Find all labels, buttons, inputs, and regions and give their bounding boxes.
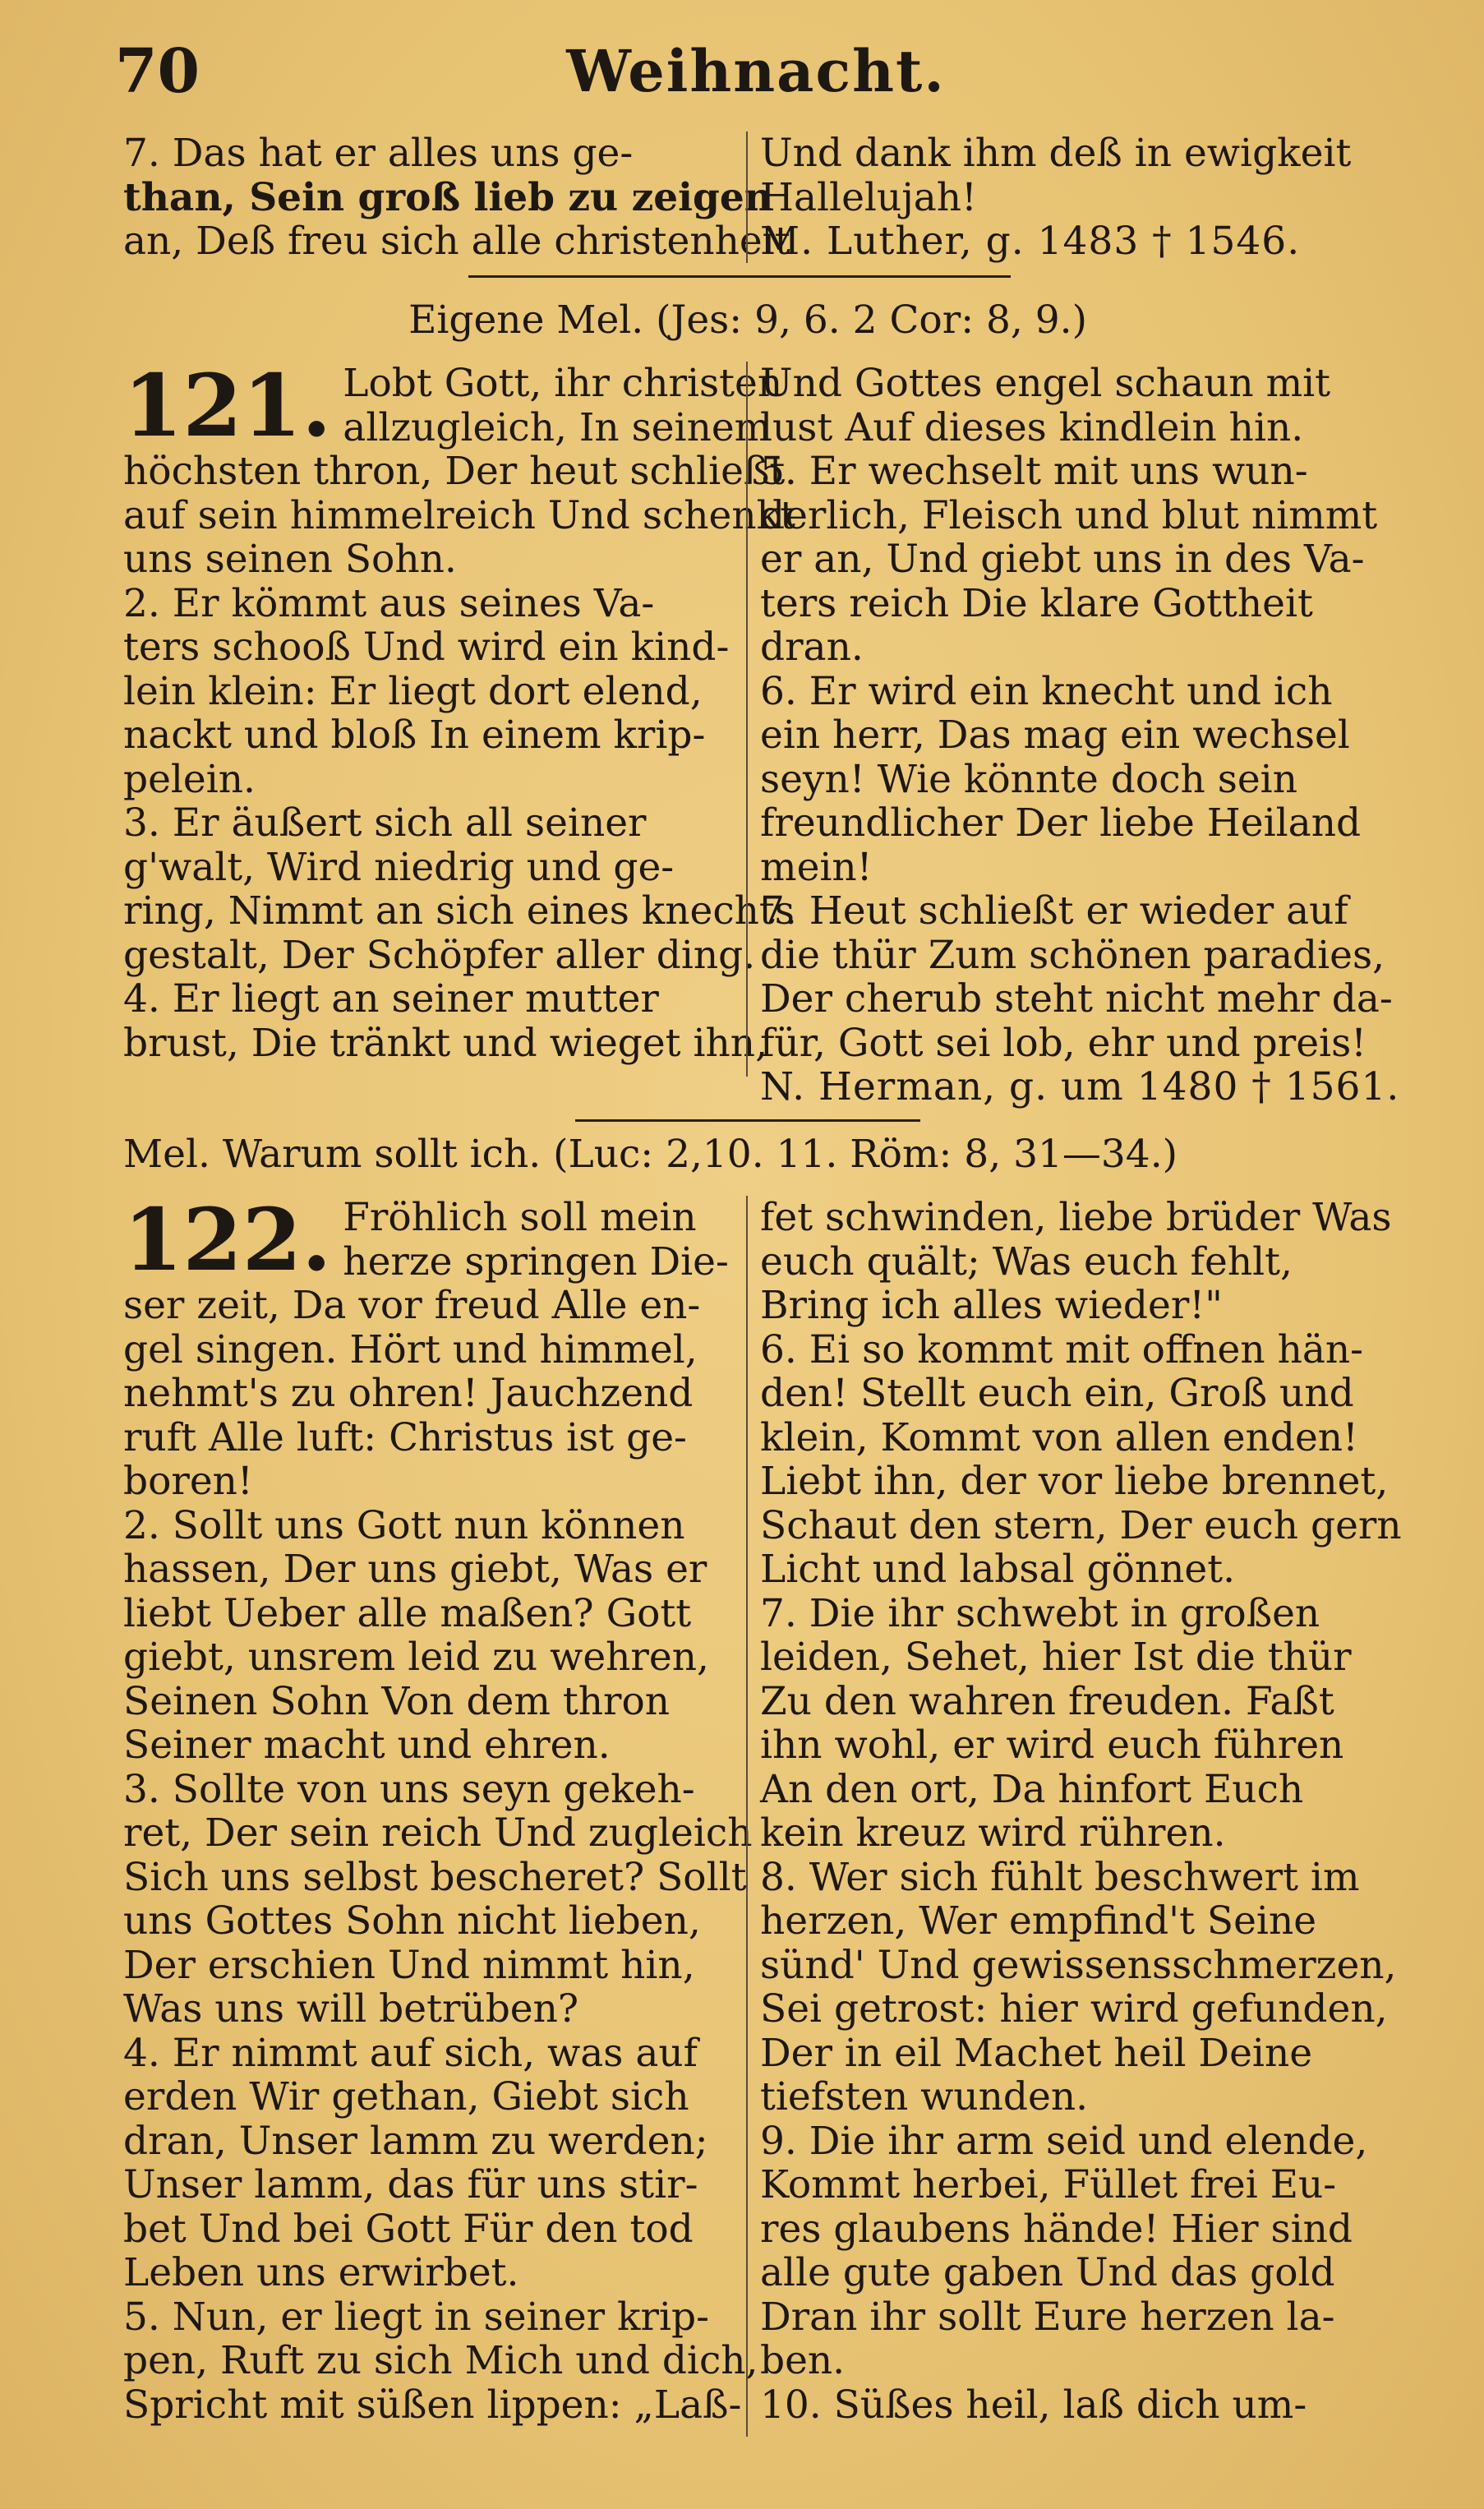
- text-line: alle gute gaben Und das gold: [760, 2250, 1335, 2295]
- text-line: gel singen. Hört und himmel,: [123, 1326, 698, 1372]
- text-line: ben.: [760, 2338, 846, 2383]
- text-line: Was uns will betrüben?: [123, 1986, 579, 2032]
- text-line: lust Auf dieses kindlein hin.: [760, 404, 1304, 450]
- text-line: dran, Unser lamm zu werden;: [123, 2118, 708, 2164]
- text-line: Bring ich alles wieder!": [760, 1283, 1223, 1328]
- text-line: Seinen Sohn Von dem thron: [123, 1678, 671, 1724]
- text-line: euch quält; Was euch fehlt,: [760, 1238, 1293, 1284]
- text-line: 3. Sollte von uns seyn gekeh-: [123, 1766, 695, 1812]
- text-line: 4. Er nimmt auf sich, was auf: [123, 2030, 698, 2076]
- text-line: kein kreuz wird rühren.: [760, 1810, 1226, 1856]
- text-line: Seiner macht und ehren.: [123, 1723, 611, 1768]
- page-number: 70: [115, 36, 200, 107]
- text-line: Spricht mit süßen lippen: „Laß-: [123, 2382, 742, 2428]
- text-line: gestalt, Der Schöpfer aller ding.: [123, 932, 756, 978]
- text-line: nackt und bloß In einem krip-: [123, 713, 706, 758]
- text-line: Hallelujah!: [760, 174, 977, 220]
- text-line: Zu den wahren freuden. Faßt: [760, 1678, 1334, 1724]
- text-line: 2. Er kömmt aus seines Va-: [123, 580, 655, 626]
- text-line: allzugleich, In seinem: [343, 404, 772, 450]
- text-line: than, Sein groß lieb zu zeigen: [123, 174, 772, 220]
- hymn-number: 122.: [123, 1189, 332, 1290]
- text-line: g'walt, Wird niedrig und ge-: [123, 844, 675, 890]
- text-line: ring, Nimmt an sich eines knechts: [123, 888, 795, 934]
- text-line: An den ort, Da hinfort Euch: [760, 1766, 1304, 1812]
- text-line: Lobt Gott, ihr christen: [343, 361, 783, 406]
- prev-hymn-left-column: [123, 131, 790, 264]
- text-line: Der cherub steht nicht mehr da-: [760, 976, 1393, 1022]
- text-line: für, Gott sei lob, ehr und preis!: [760, 1020, 1367, 1066]
- text-line: seyn! Wie könnte doch sein: [760, 756, 1297, 802]
- text-line: 7. Die ihr schwebt in großen: [760, 1590, 1320, 1636]
- text-line: 6. Er wird ein knecht und ich: [760, 668, 1333, 714]
- hymn-122-left-column: [123, 1189, 758, 2428]
- text-line: Sei getrost: hier wird gefunden,: [760, 1986, 1388, 2032]
- running-title: Weihnacht.: [566, 37, 946, 105]
- column-divider: [746, 1196, 748, 2437]
- prev-hymn-right-column: [760, 131, 1372, 264]
- text-line: 7. Heut schließt er wieder auf: [760, 888, 1348, 934]
- text-line: 5. Nun, er liegt in seiner krip-: [123, 2294, 709, 2340]
- text-line: 8. Wer sich fühlt beschwert im: [760, 1854, 1360, 1900]
- text-line: dran.: [760, 625, 864, 670]
- text-line: ters schooß Und wird ein kind-: [123, 625, 730, 670]
- text-line: an, Deß freu sich alle christenheit: [123, 219, 790, 264]
- text-line: Sich uns selbst bescheret? Sollt: [123, 1854, 747, 1900]
- text-line: 9. Die ihr arm seid und elende,: [760, 2118, 1368, 2164]
- hymn-121-left-column: [123, 355, 796, 1066]
- text-line: lein klein: Er liegt dort elend,: [123, 668, 703, 714]
- text-line: ihn wohl, er wird euch führen: [760, 1723, 1344, 1768]
- section-separator: [468, 275, 1011, 278]
- text-line: mein!: [760, 844, 873, 890]
- text-line: Der erschien Und nimmt hin,: [123, 1942, 695, 1988]
- text-line: ret, Der sein reich Und zugleich: [123, 1810, 753, 1856]
- text-line: pen, Ruft zu sich Mich und dich,: [123, 2338, 758, 2383]
- text-line: nehmt's zu ohren! Jauchzend: [123, 1371, 694, 1416]
- text-line: herze springen Die-: [343, 1238, 729, 1284]
- section-separator: [575, 1119, 920, 1122]
- text-line: ruft Alle luft: Christus ist ge-: [123, 1414, 687, 1460]
- text-line: Dran ihr sollt Eure herzen la-: [760, 2294, 1335, 2340]
- text-line: Kommt herbei, Füllet frei Eu-: [760, 2162, 1337, 2207]
- text-line: uns Gottes Sohn nicht lieben,: [123, 1898, 701, 1944]
- text-line: res glaubens hände! Hier sind: [760, 2206, 1353, 2252]
- text-line: giebt, unsrem leid zu wehren,: [123, 1635, 709, 1680]
- melody-line: Mel. Warum sollt ich. (Luc: 2,10. 11. Röm: 8, 31—34.): [123, 1132, 1178, 1177]
- text-line: den! Stellt euch ein, Groß und: [760, 1371, 1354, 1416]
- text-line: freundlicher Der liebe Heiland: [760, 800, 1362, 846]
- text-line: auf sein himmelreich Und schenkt: [123, 492, 796, 538]
- text-line: pelein.: [123, 756, 256, 802]
- melody-line: Eigene Mel. (Jes: 9, 6. 2 Cor: 8, 9.): [408, 297, 1087, 343]
- text-line: hassen, Der uns giebt, Was er: [123, 1547, 707, 1592]
- text-line: boren!: [123, 1459, 253, 1504]
- text-line: Unser lamm, das für uns stir-: [123, 2162, 698, 2207]
- text-line: Schaut den stern, Der euch gern: [760, 1502, 1402, 1548]
- text-line: derlich, Fleisch und blut nimmt: [760, 492, 1378, 538]
- text-line: 7. Das hat er alles uns ge-: [123, 131, 634, 176]
- text-line: 10. Süßes heil, laß dich um-: [760, 2382, 1307, 2428]
- text-line: 3. Er äußert sich all seiner: [123, 800, 647, 846]
- page-header: [115, 35, 1397, 108]
- column-divider: [746, 131, 748, 263]
- text-line: erden Wir gethan, Giebt sich: [123, 2074, 689, 2119]
- text-line: Fröhlich soll mein: [343, 1195, 697, 1240]
- text-line: Leben uns erwirbet.: [123, 2250, 519, 2295]
- text-line: fet schwinden, liebe brüder Was: [760, 1195, 1392, 1240]
- author-signature: M. Luther, g. 1483 † 1546.: [760, 219, 1301, 264]
- hymn-121-right-column: [760, 361, 1400, 1109]
- text-line: Liebt ihn, der vor liebe brennet,: [760, 1459, 1389, 1504]
- text-line: 2. Sollt uns Gott nun können: [123, 1502, 685, 1548]
- text-line: ters reich Die klare Gottheit: [760, 580, 1313, 626]
- text-line: liebt Ueber alle maßen? Gott: [123, 1590, 692, 1636]
- text-line: bet Und bei Gott Für den tod: [123, 2206, 694, 2252]
- text-line: höchsten thron, Der heut schließt: [123, 449, 786, 494]
- text-line: 5. Er wechselt mit uns wun-: [760, 449, 1308, 494]
- text-line: uns seinen Sohn.: [123, 537, 457, 582]
- text-line: 6. Ei so kommt mit offnen hän-: [760, 1326, 1364, 1372]
- text-line: Der in eil Machet heil Deine: [760, 2030, 1313, 2076]
- text-line: leiden, Sehet, hier Ist die thür: [760, 1635, 1352, 1680]
- author-signature: N. Herman, g. um 1480 † 1561.: [760, 1064, 1400, 1109]
- text-line: Und Gottes engel schaun mit: [760, 361, 1331, 406]
- text-line: ein herr, Das mag ein wechsel: [760, 713, 1350, 758]
- hymn-122-right-column: [760, 1195, 1402, 2428]
- text-line: tiefsten wunden.: [760, 2074, 1089, 2119]
- text-line: Und dank ihm deß in ewigkeit: [760, 131, 1352, 176]
- text-line: herzen, Wer empfind't Seine: [760, 1898, 1317, 1944]
- text-line: die thür Zum schönen paradies,: [760, 932, 1385, 978]
- text-line: 4. Er liegt an seiner mutter: [123, 976, 659, 1022]
- text-line: Licht und labsal gönnet.: [760, 1547, 1236, 1592]
- hymn-number: 121.: [123, 355, 332, 456]
- text-line: sünd' Und gewissensschmerzen,: [760, 1942, 1397, 1988]
- text-line: ser zeit, Da vor freud Alle en-: [123, 1283, 701, 1328]
- column-divider: [746, 362, 748, 1077]
- text-line: er an, Und giebt uns in des Va-: [760, 537, 1365, 582]
- text-line: brust, Die tränkt und wieget ihn,: [123, 1020, 768, 1066]
- text-line: klein, Kommt von allen enden!: [760, 1414, 1358, 1460]
